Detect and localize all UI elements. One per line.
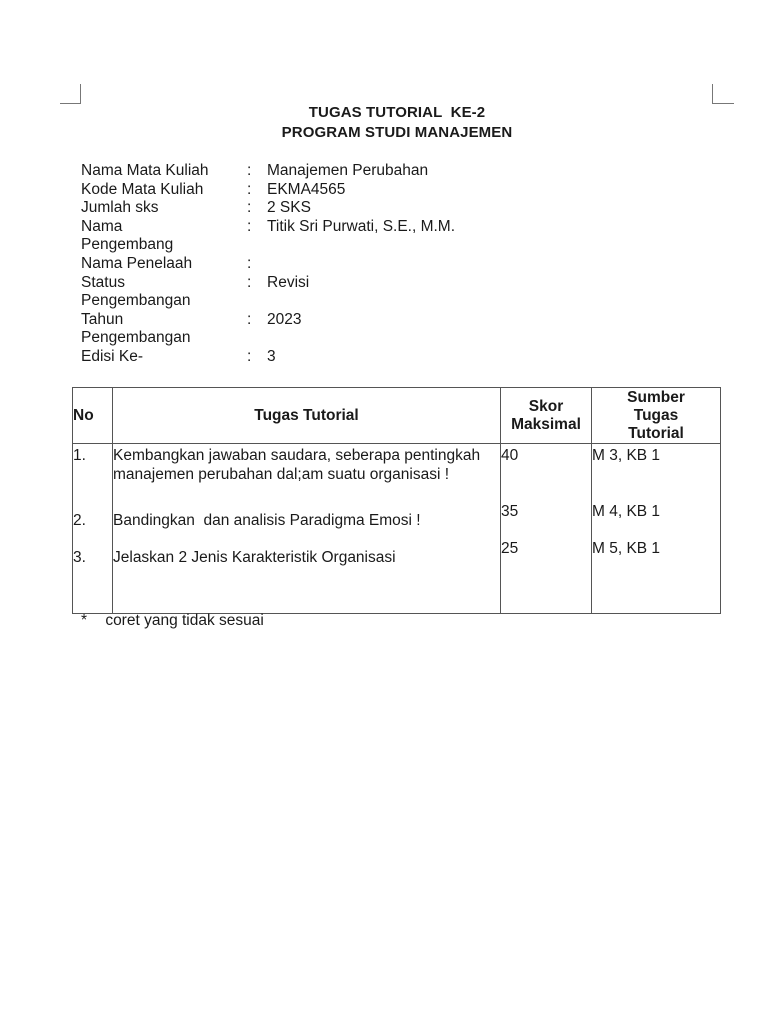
- task-text: Jelaskan 2 Jenis Karakteristik Organisasi: [113, 549, 396, 567]
- info-row: [81, 292, 455, 311]
- info-value: Titik Sri Purwati, S.E., M.M.: [267, 217, 456, 235]
- info-label: Nama Mata Kuliah: [81, 162, 209, 179]
- info-value: 3: [267, 347, 276, 365]
- info-label: Edisi Ke-: [81, 347, 144, 365]
- info-colon: [247, 236, 267, 255]
- page-corner-mark-top-right: [712, 84, 734, 104]
- info-value: EKMA4565: [267, 180, 346, 198]
- course-info-block: [81, 162, 455, 367]
- task-text: Bandingkan dan analisis Paradigma Emosi !: [113, 511, 421, 529]
- column-header-score-line: Skor: [528, 397, 564, 415]
- column-header-source-line: Sumber: [627, 388, 685, 406]
- info-colon: [247, 292, 267, 311]
- max-score: 35: [501, 502, 519, 520]
- table-header-row: [73, 388, 721, 444]
- info-colon: :: [247, 273, 252, 291]
- table-row: [73, 444, 721, 614]
- info-label: Pengembangan: [81, 329, 191, 347]
- info-value: 2023: [267, 310, 302, 328]
- task-number: 2.: [73, 511, 86, 529]
- info-value: Manajemen Perubahan: [267, 162, 429, 179]
- info-colon: :: [247, 254, 252, 272]
- column-header-task: Tugas Tutorial: [113, 388, 501, 444]
- info-row: [81, 311, 455, 330]
- info-label: Kode Mata Kuliah: [81, 180, 204, 198]
- info-label: Pengembang: [81, 236, 174, 254]
- info-colon: :: [247, 199, 252, 217]
- footnote-text: coret yang tidak sesuai: [105, 612, 264, 629]
- document-title: TUGAS TUTORIAL KE-2: [308, 104, 486, 121]
- footnote-marker: *: [81, 612, 88, 629]
- column-header-no: No: [73, 388, 113, 444]
- tutorial-source: M 5, KB 1: [592, 539, 661, 557]
- info-row: [81, 218, 455, 237]
- info-label: Status: [81, 273, 125, 291]
- tutorial-source: M 4, KB 1: [592, 502, 661, 520]
- info-row: [81, 181, 455, 200]
- info-colon: [247, 329, 267, 348]
- info-value: 2 SKS: [267, 199, 311, 217]
- column-header-source-line: Tutorial: [628, 424, 684, 442]
- max-score: 40: [501, 447, 519, 464]
- info-label: Tahun: [81, 310, 124, 328]
- column-header-score: [501, 388, 592, 444]
- max-score: 25: [501, 539, 519, 557]
- page-corner-mark-top-left: [60, 84, 81, 104]
- info-colon: :: [247, 180, 252, 198]
- tutorial-source: M 3, KB 1: [592, 447, 661, 464]
- info-label: Nama Penelaah: [81, 254, 193, 272]
- info-row: [81, 236, 455, 255]
- task-number: 3.: [73, 549, 86, 567]
- info-label: Jumlah sks: [81, 199, 159, 217]
- tutorial-task-table: [72, 387, 721, 614]
- info-colon: :: [247, 217, 252, 235]
- column-header-source-line: Tugas: [633, 406, 679, 424]
- info-row: [81, 329, 455, 348]
- column-header-score-line: Maksimal: [511, 415, 581, 433]
- score-cell: [501, 444, 592, 614]
- info-colon: :: [247, 162, 252, 179]
- task-number: 1.: [73, 447, 86, 464]
- info-row: [81, 162, 455, 181]
- number-cell: [73, 444, 113, 614]
- column-header-source: [592, 388, 721, 444]
- document-subtitle: PROGRAM STUDI MANAJEMEN: [281, 124, 513, 141]
- task-cell: [113, 444, 501, 614]
- info-row: [81, 199, 455, 218]
- info-row: [81, 348, 455, 367]
- task-text: Kembangkan jawaban saudara, seberapa pentingkah manajemen perubahan dal;am suatu organisasi !: [113, 447, 481, 483]
- info-row: [81, 255, 455, 274]
- info-colon: :: [247, 347, 252, 365]
- info-row: [81, 274, 455, 293]
- info-label: Pengembangan: [81, 292, 191, 310]
- info-value: Revisi: [267, 273, 310, 291]
- source-cell: [592, 444, 721, 614]
- info-label: Nama: [81, 217, 123, 235]
- footnote: [81, 612, 264, 630]
- info-colon: :: [247, 310, 252, 328]
